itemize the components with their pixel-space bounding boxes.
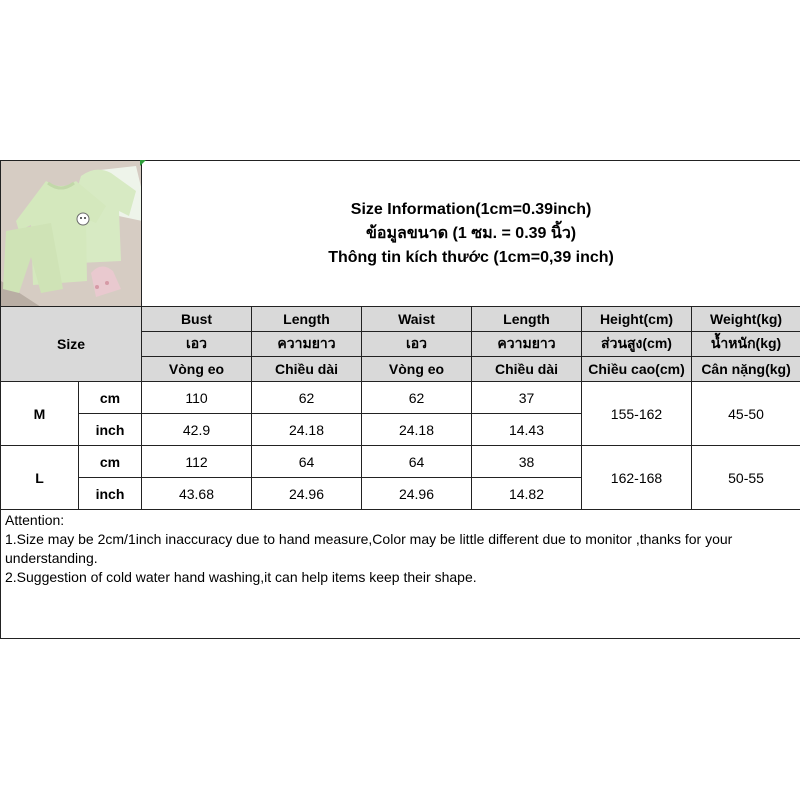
cell-length-2-cm: 38 [472,446,582,478]
col-header-waist-th: เอว [362,332,472,357]
title-cell [142,161,800,307]
size-label-m: M [1,382,79,446]
table-row [1,446,800,478]
col-header-bust: Bust [142,307,252,332]
attention-heading: Attention: [5,512,65,528]
col-header-length-th: ความยาว [252,332,362,357]
table-row [1,382,800,414]
size-header: Size [1,307,142,382]
col-header-weight-th: น้ำหนัก(kg) [692,332,800,357]
cell-length-2-inch: 14.82 [472,478,582,510]
col-header-height: Height(cm) [582,307,692,332]
col-header-length-2: Length [472,307,582,332]
cell-length-2-inch: 14.43 [472,414,582,446]
cell-length-inch: 24.18 [252,414,362,446]
col-header-bust-vi: Vòng eo [142,357,252,382]
cell-weight: 45-50 [692,382,800,446]
col-header-weight: Weight(kg) [692,307,800,332]
col-header-weight-vi: Cân nặng(kg) [692,357,800,382]
cell-length-cm: 62 [252,382,362,414]
size-label-l: L [1,446,79,510]
unit-cm: cm [79,446,142,478]
size-chart-table [0,160,800,639]
cell-waist-inch: 24.18 [362,414,472,446]
product-photo [1,161,142,307]
cell-weight: 50-55 [692,446,800,510]
col-header-length: Length [252,307,362,332]
cell-waist-cm: 62 [362,382,472,414]
attention-notes [1,510,800,639]
corner-marker [140,160,146,166]
cell-length-inch: 24.96 [252,478,362,510]
col-header-height-th: ส่วนสูง(cm) [582,332,692,357]
cell-height: 162-168 [582,446,692,510]
attention-note-2: 2.Suggestion of cold water hand washing,it can help items keep their shape. [5,569,477,585]
unit-inch: inch [79,478,142,510]
cell-bust-cm: 112 [142,446,252,478]
cell-waist-inch: 24.96 [362,478,472,510]
cell-bust-cm: 110 [142,382,252,414]
col-header-waist: Waist [362,307,472,332]
title-english: Size Information(1cm=0.39inch) [350,200,592,218]
unit-inch: inch [79,414,142,446]
cell-length-2-cm: 37 [472,382,582,414]
title-vietnamese: Thông tin kích thước (1cm=0,39 inch) [328,248,614,266]
attention-note-1: 1.Size may be 2cm/1inch inaccuracy due to hand measure,Color may be little different due to monitor ,thanks for your understanding. [5,531,733,566]
cell-waist-cm: 64 [362,446,472,478]
pajama-set-illustration [1,161,142,307]
title-thai: ข้อมูลขนาด (1 ซม. = 0.39 นิ้ว) [365,224,577,242]
cell-bust-inch: 42.9 [142,414,252,446]
col-header-bust-th: เอว [142,332,252,357]
col-header-length-2-th: ความยาว [472,332,582,357]
col-header-height-vi: Chiều cao(cm) [582,357,692,382]
col-header-length-vi: Chiều dài [252,357,362,382]
cell-bust-inch: 43.68 [142,478,252,510]
col-header-length-2-vi: Chiều dài [472,357,582,382]
cell-length-cm: 64 [252,446,362,478]
col-header-waist-vi: Vòng eo [362,357,472,382]
unit-cm: cm [79,382,142,414]
cell-height: 155-162 [582,382,692,446]
